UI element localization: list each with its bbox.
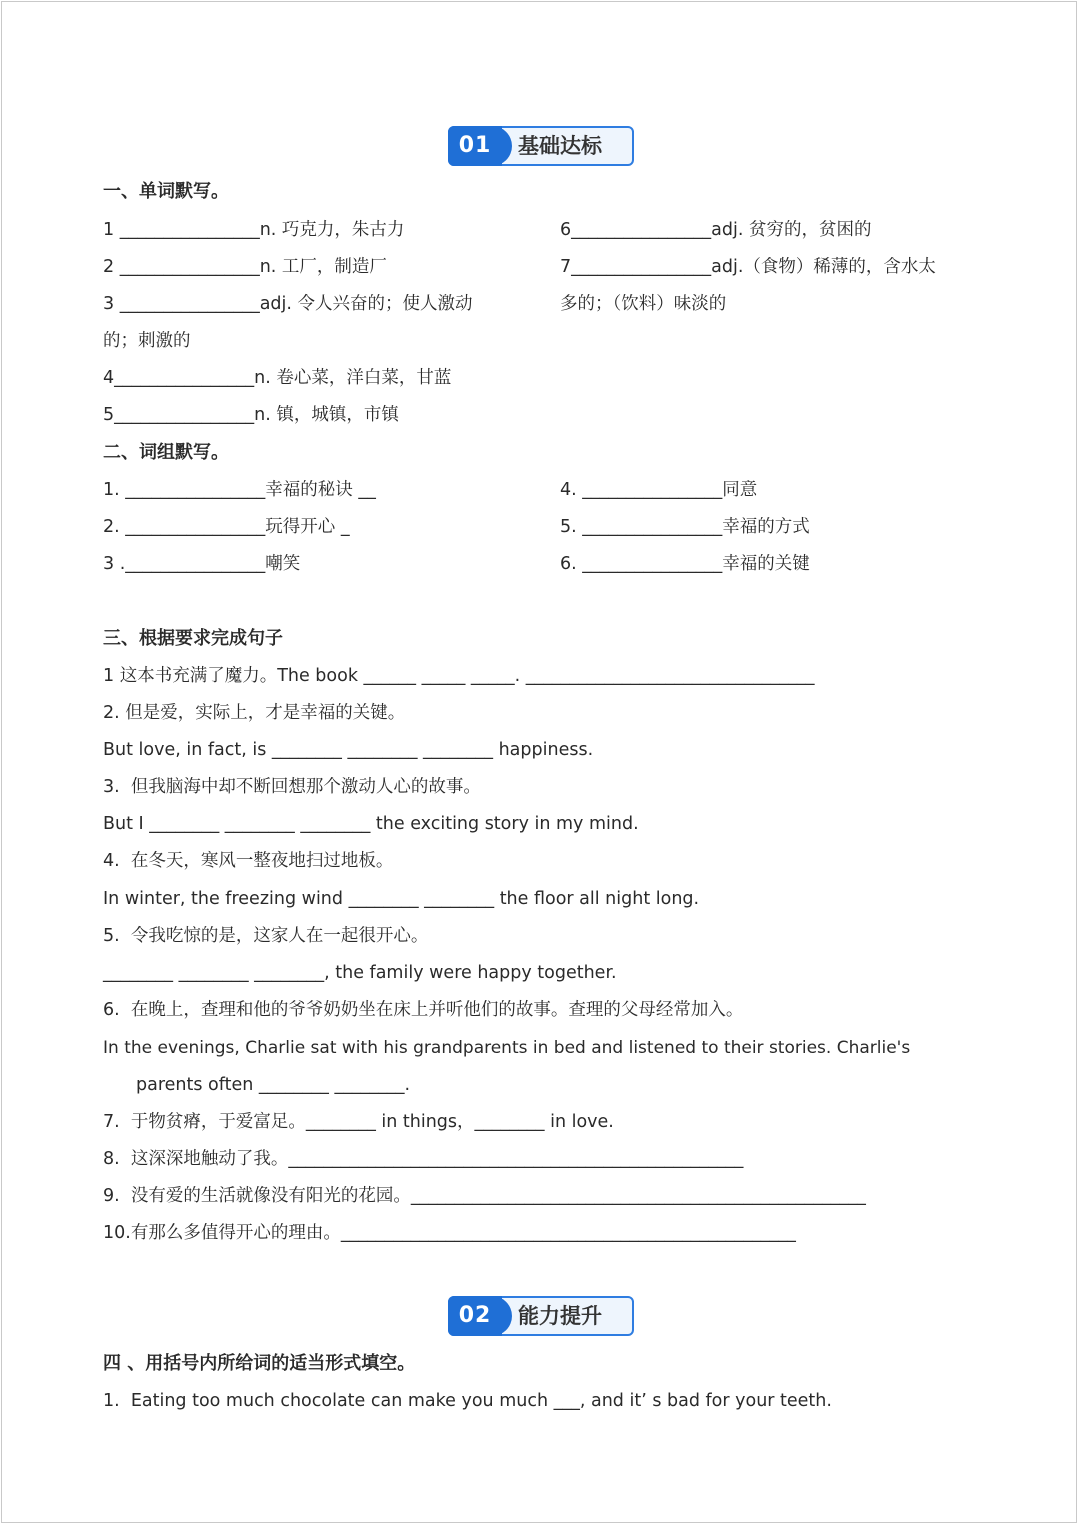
sentence-line: 6. 在晚上，查理和他的爷爷奶奶坐在床上并听他们的故事。查理的父母经常加入。 [103,1000,744,1020]
vocab-item-2: 2 ________________n. 工厂，制造厂 [103,257,387,277]
sentence-line: parents often ________ ________. [136,1075,411,1095]
vocab-item-5: 5________________n. 镇，城镇，市镇 [103,405,399,425]
sentence-line: 10.有那么多值得开心的理由。____________________________________________________ [103,1223,796,1243]
section-number: 01 [448,126,502,166]
vocab-item-3-cont: 的；刺激的 [103,331,191,351]
sentence-line: 7. 于物贫瘠，于爱富足。________ in things，________ in love. [103,1112,614,1132]
phrase-item-1: 1. ________________幸福的秘诀 __ [103,480,376,500]
phrase-item-3: 3 .________________嘲笑 [103,554,301,574]
sentence-line: 1 这本书充满了魔力。The book ______ _____ _____. _________________________________ [103,666,815,686]
sentence-line: But love, in fact, is ________ ________ ________ happiness. [103,740,594,760]
phrase-item-5: 5. ________________幸福的方式 [560,517,810,537]
phrase-item-4: 4. ________________同意 [560,480,758,500]
phrase-item-6: 6. ________________幸福的关键 [560,554,810,574]
part3-heading: 三、根据要求完成句子 [103,628,283,649]
vocab-item-6: 6________________adj. 贫穷的，贫困的 [560,220,872,240]
sentence-line: 4. 在冬天，寒风一整夜地扫过地板。 [103,851,394,871]
fill-in-line: 1. Eating too much chocolate can make you much ___, and it’ s bad for your teeth. [103,1391,832,1411]
vocab-item-1: 1 ________________n. 巧克力，朱古力 [103,220,405,240]
vocab-item-3: 3 ________________adj. 令人兴奋的；使人激动 [103,294,473,314]
part4-heading: 四 、用括号内所给词的适当形式填空。 [103,1353,416,1374]
vocab-item-7-cont: 多的；（饮料）味淡的 [560,294,727,314]
vocab-item-7: 7________________adj.（食物）稀薄的，含水太 [560,257,936,277]
section-badge-02 [448,1296,634,1336]
part2-heading: 二、词组默写。 [103,442,229,463]
sentence-line: 5. 令我吃惊的是，这家人在一起很开心。 [103,926,429,946]
phrase-item-2: 2. ________________玩得开心 _ [103,517,350,537]
sentence-line: In the evenings, Charlie sat with his grandparents in bed and listened to their stories. Charlie's [103,1038,911,1058]
section-badge-01 [448,126,634,166]
sentence-line: ________ ________ ________, the family were happy together. [103,963,617,983]
section-title: 能力提升 [518,1304,602,1328]
section-title: 基础达标 [518,134,602,158]
part1-heading: 一、单词默写。 [103,181,229,202]
sentence-line: In winter, the freezing wind ________ ________ the floor all night long. [103,889,700,909]
section-number: 02 [448,1296,502,1336]
sentence-line: 9. 没有爱的生活就像没有阳光的花园。____________________________________________________ [103,1186,866,1206]
sentence-line: But I ________ ________ ________ the exciting story in my mind. [103,814,639,834]
sentence-line: 3. 但我脑海中却不断回想那个激动人心的故事。 [103,777,481,797]
sentence-line: 2. 但是爱，实际上，才是幸福的关键。 [103,703,406,723]
sentence-line: 8. 这深深地触动了我。____________________________________________________ [103,1149,744,1169]
vocab-item-4: 4________________n. 卷心菜，洋白菜，甘蓝 [103,368,452,388]
